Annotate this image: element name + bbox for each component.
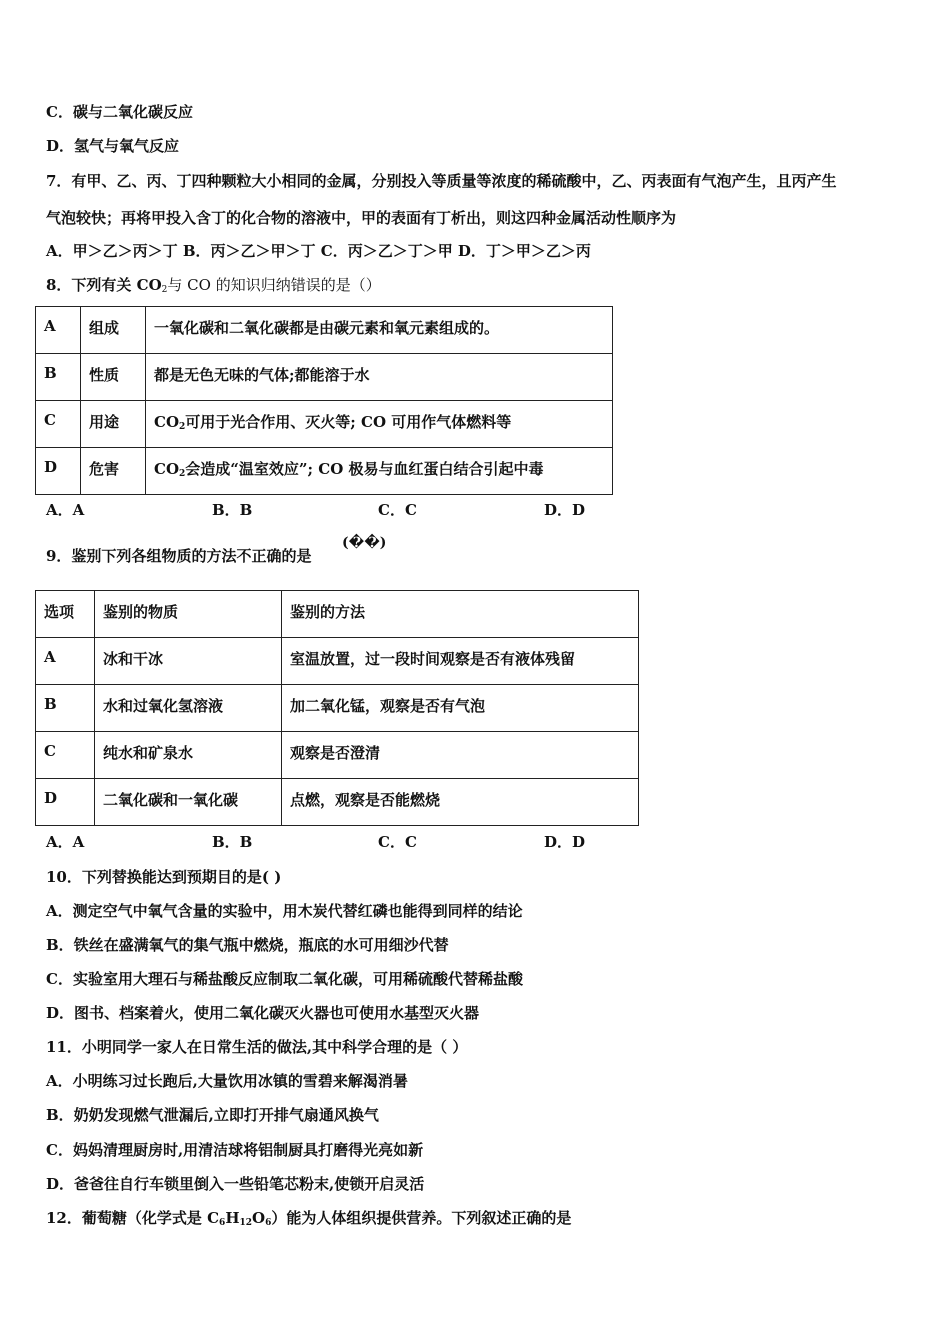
q10-title: 10．下列替换能达到预期目的是( ) bbox=[46, 868, 282, 886]
answer-option: B．B bbox=[212, 833, 253, 851]
cell-key: D bbox=[36, 448, 81, 495]
q10-option-a: A．测定空气中氧气含量的实验中，用木炭代替红磷也能得到同样的结论 bbox=[46, 902, 523, 920]
cell-key: D bbox=[36, 779, 95, 826]
cell-substance: 冰和干冰 bbox=[95, 638, 282, 685]
answer-option: A．A bbox=[46, 833, 85, 851]
q9-answer-options bbox=[46, 832, 585, 852]
table-q9 bbox=[35, 590, 639, 826]
q10-option-d: D．图书、档案着火，使用二氧化碳灭火器也可使用水基型灭火器 bbox=[46, 1004, 480, 1022]
cell-desc: $CO_2$会造成“温室效应”; CO 极易与血红蛋白结合引起中毒 bbox=[146, 448, 613, 495]
table-row bbox=[36, 307, 613, 354]
cell-key: C bbox=[36, 732, 95, 779]
q11-option-d: D．爸爸往自行车锁里倒入一些铅笔芯粉末,使锁开启灵活 bbox=[46, 1175, 425, 1193]
q11-option-b: B．奶奶发现燃气泄漏后,立即打开排气扇通风换气 bbox=[46, 1106, 379, 1124]
cell-desc: 一氧化碳和二氧化碳都是由碳元素和氧元素组成的。 bbox=[146, 307, 613, 354]
answer-option: D．D bbox=[544, 501, 586, 519]
cell-substance: 二氧化碳和一氧化碳 bbox=[95, 779, 282, 826]
q10-option-c: C．实验室用大理石与稀盐酸反应制取二氧化碳，可用稀硫酸代替稀盐酸 bbox=[46, 970, 523, 988]
cell-desc: $CO_2$可用于光合作用、灭火等; CO 可用作气体燃料等 bbox=[146, 401, 613, 448]
header-cell: 鉴别的方法 bbox=[282, 591, 639, 638]
table-row bbox=[36, 638, 639, 685]
q9-title: 9．鉴别下列各组物质的方法不正确的是 bbox=[46, 547, 312, 565]
table-q8 bbox=[35, 306, 613, 495]
q10-option-b: B．铁丝在盛满氧气的集气瓶中燃烧，瓶底的水可用细沙代替 bbox=[46, 936, 449, 954]
table-row bbox=[36, 732, 639, 779]
cell-category: 性质 bbox=[81, 354, 146, 401]
answer-option: C．C bbox=[378, 501, 417, 519]
answer-option: A．A bbox=[46, 501, 85, 519]
q8-answer-options bbox=[46, 500, 585, 520]
q11-title: 11．小明同学一家人在日常生活的做法,其中科学合理的是（ ） bbox=[46, 1038, 468, 1056]
cell-key: A bbox=[36, 638, 95, 685]
cell-key: B bbox=[36, 354, 81, 401]
q9-garbled-glyph: (��) bbox=[342, 535, 387, 551]
cell-method: 加二氧化锰，观察是否有气泡 bbox=[282, 685, 639, 732]
cell-method: 室温放置，过一段时间观察是否有液体残留 bbox=[282, 638, 639, 685]
cell-category: 危害 bbox=[81, 448, 146, 495]
q7-line1: 7．有甲、乙、丙、丁四种颗粒大小相同的金属，分别投入等质量等浓度的稀硫酸中，乙、丙表面有气泡产生，且丙产生 bbox=[46, 172, 837, 190]
answer-option: B．B bbox=[212, 501, 253, 519]
table-header-row bbox=[36, 591, 639, 638]
table-row bbox=[36, 779, 639, 826]
q11-option-c: C．妈妈清理厨房时,用清洁球将铝制厨具打磨得光亮如新 bbox=[46, 1141, 424, 1159]
answer-option: C．C bbox=[378, 833, 417, 851]
cell-method: 点燃，观察是否能燃烧 bbox=[282, 779, 639, 826]
q7-options: A．甲＞乙＞丙＞丁 B．丙＞乙＞甲＞丁 C．丙＞乙＞丁＞甲 D．丁＞甲＞乙＞丙 bbox=[46, 242, 591, 260]
q12-title: 12．葡萄糖（化学式是 $C_6H_{12}O_6$）能为人体组织提供营养。下列叙述正确的是 bbox=[46, 1209, 572, 1228]
cell-category: 用途 bbox=[81, 401, 146, 448]
q8-title: 8．下列有关 $CO_2$与 CO 的知识归纳错误的是（） bbox=[46, 276, 381, 295]
cell-substance: 水和过氧化氢溶液 bbox=[95, 685, 282, 732]
cell-key: C bbox=[36, 401, 81, 448]
answer-option: D．D bbox=[544, 833, 586, 851]
table-row bbox=[36, 354, 613, 401]
cell-method: 观察是否澄清 bbox=[282, 732, 639, 779]
cell-desc: 都是无色无味的气体;都能溶于水 bbox=[146, 354, 613, 401]
cell-category: 组成 bbox=[81, 307, 146, 354]
q7-line2: 气泡较快；再将甲投入含丁的化合物的溶液中，甲的表面有丁析出，则这四种金属活动性顺序为 bbox=[46, 209, 677, 227]
header-cell: 选项 bbox=[36, 591, 95, 638]
cell-key: A bbox=[36, 307, 81, 354]
table-row bbox=[36, 448, 613, 495]
option-c-line: C．碳与二氧化碳反应 bbox=[46, 103, 193, 121]
table-row bbox=[36, 685, 639, 732]
option-d-line: D．氢气与氧气反应 bbox=[46, 137, 180, 155]
q11-option-a: A．小明练习过长跑后,大量饮用冰镇的雪碧来解渴消暑 bbox=[46, 1072, 408, 1090]
cell-substance: 纯水和矿泉水 bbox=[95, 732, 282, 779]
table-row bbox=[36, 401, 613, 448]
header-cell: 鉴别的物质 bbox=[95, 591, 282, 638]
cell-key: B bbox=[36, 685, 95, 732]
